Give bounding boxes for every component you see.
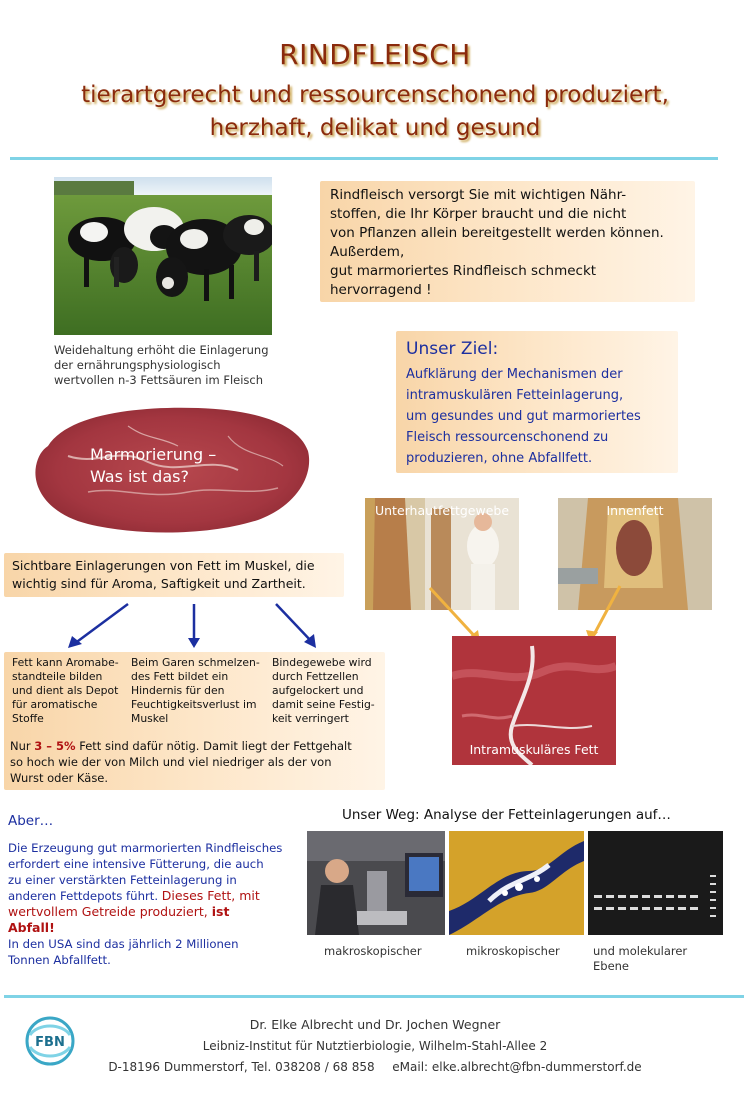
molecular-line1: und molekularer — [593, 944, 688, 958]
goal-line4: Fleisch ressourcenschonend zu — [406, 430, 609, 445]
aber-line1: Die Erzeugung gut marmorierten Rindfleisches — [8, 841, 283, 855]
molecular-label — [593, 944, 687, 974]
aber-heading: Aber… — [8, 813, 54, 829]
footer-authors: Dr. Elke Albrecht und Dr. Jochen Wegner — [249, 1017, 501, 1032]
note-line3: Wurst oder Käse. — [10, 771, 109, 785]
visible-fat-box — [4, 553, 344, 597]
intro-line2: stoffen, die Ihr Körper braucht und die nicht — [330, 206, 627, 222]
reason3-line4: damit seine Festig- — [272, 698, 375, 711]
footer-address: D-18196 Dummerstorf, Tel. 038208 / 68 858 — [108, 1060, 375, 1074]
marbling-line1: Marmorierung – — [90, 445, 217, 464]
goal-box — [396, 331, 678, 473]
reason2-line5: Muskel — [131, 712, 169, 725]
cow-caption-line2: der ernährungsphysiologisch — [54, 358, 221, 372]
note-percentage: 3 – 5% — [34, 739, 76, 753]
reason2-line2: des Fett bildet ein — [131, 670, 229, 683]
aber-line6: Abfall! — [8, 920, 55, 935]
top-divider — [10, 157, 718, 160]
reason1-line2: standteile bilden — [12, 670, 103, 683]
molecular-line2: Ebene — [593, 959, 630, 973]
reason3-line1: Bindegewebe wird — [272, 656, 372, 669]
poster-title: RINDFLEISCH — [279, 38, 471, 71]
marbling-line2: Was ist das? — [90, 467, 189, 486]
reason3-line3: aufgelockert und — [272, 684, 364, 697]
cow-caption-line3: wertvollen n-3 Fettsäuren im Fleisch — [54, 373, 264, 387]
intro-box — [320, 181, 695, 302]
aber-line3: zu einer verstärkten Fetteinlagerung in — [8, 873, 237, 887]
fbn-logo-text: FBN — [35, 1035, 65, 1050]
visible-fat-line1: Sichtbare Einlagerungen von Fett im Muskel, die — [12, 558, 315, 573]
micro-label: mikroskopischer — [466, 944, 560, 958]
aber-section — [8, 812, 308, 968]
aber-line5a: wertvollem Getreide produziert, — [8, 904, 212, 919]
macro-label: makroskopischer — [324, 944, 422, 958]
molecular-gel-photo — [588, 831, 723, 935]
cows-on-pasture-photo — [54, 177, 272, 335]
goal-line5: produzieren, ohne Abfallfett. — [406, 451, 593, 466]
aber-line4b: Dieses Fett, mit — [161, 888, 260, 903]
blue-arrows — [60, 600, 330, 652]
poster-subtitle-line2: herzhaft, delikat und gesund — [209, 115, 541, 141]
reason2-line4: Feuchtigkeitsverlust im — [131, 698, 257, 711]
subcutaneous-fat-label: Unterhautfettgewebe — [374, 503, 510, 518]
reason1-line1: Fett kann Aromabe- — [12, 656, 119, 669]
goal-heading: Unser Ziel: — [406, 339, 499, 359]
goal-line3: um gesundes und gut marmoriertes — [406, 409, 641, 424]
microscopic-photo — [449, 831, 584, 935]
footer-email[interactable]: eMail: elke.albrecht@fbn-dummerstorf.de — [392, 1060, 642, 1074]
intramuscular-fat-label: Intramuskuläres Fett — [469, 742, 599, 757]
fat-content-note — [10, 738, 385, 786]
intro-line4: Außerdem, — [330, 244, 405, 260]
cow-caption — [54, 343, 294, 388]
aber-line5b: ist — [211, 904, 230, 919]
reasons-box — [4, 652, 385, 790]
way-heading: Unser Weg: Analyse der Fetteinlagerungen auf… — [342, 807, 671, 823]
reason1-line4: für aromatische — [12, 698, 98, 711]
aber-line8: Tonnen Abfallfett. — [8, 953, 111, 967]
macroscopic-photo — [307, 831, 445, 935]
reason-connective — [272, 656, 382, 726]
intro-line6: hervorragend ! — [330, 282, 432, 298]
goal-line2: intramuskulären Fetteinlagerung, — [406, 388, 624, 403]
goal-line1: Aufklärung der Mechanismen der — [406, 367, 623, 382]
note-post: Fett sind dafür nötig. Damit liegt der Fettgehalt — [75, 739, 352, 753]
aber-line7: In den USA sind das jährlich 2 Millionen — [8, 937, 239, 951]
intro-line1: Rindfleisch versorgt Sie mit wichtigen Nähr- — [330, 187, 627, 203]
note-line2: so hoch wie der von Milch und viel niedriger als der von — [10, 755, 332, 769]
aber-line2: erfordert eine intensive Fütterung, die auch — [8, 857, 264, 871]
intro-line5: gut marmoriertes Rindfleisch schmeckt — [330, 263, 597, 279]
visible-fat-line2: wichtig sind für Aroma, Saftigkeit und Zartheit. — [12, 576, 306, 591]
poster-subtitle-line1: tierartgerecht und ressourcenschonend produziert, — [81, 82, 669, 108]
reason1-line5: Stoffe — [12, 712, 44, 725]
footer-contact — [0, 1060, 750, 1074]
reason3-line5: keit verringert — [272, 712, 349, 725]
footer-institute: Leibniz-Institut für Nutztierbiologie, Wilhelm-Stahl-Allee 2 — [202, 1039, 548, 1053]
aber-line4a: anderen Fettdepots führt. — [8, 889, 162, 903]
inner-fat-label: Innenfett — [606, 503, 664, 518]
marbling-question — [90, 444, 216, 488]
cow-caption-line1: Weidehaltung erhöht die Einlagerung — [54, 343, 269, 357]
intro-line3: von Pflanzen allein bereitgestellt werden können. — [330, 225, 664, 241]
reason2-line3: Hindernis für den — [131, 684, 225, 697]
reason1-line3: und dient als Depot — [12, 684, 119, 697]
reason2-line1: Beim Garen schmelzen- — [131, 656, 260, 669]
bottom-divider — [4, 995, 744, 998]
reason-aroma — [12, 656, 122, 726]
reason-moisture — [131, 656, 263, 726]
note-pre: Nur — [10, 739, 35, 753]
reason3-line2: durch Fettzellen — [272, 670, 359, 683]
